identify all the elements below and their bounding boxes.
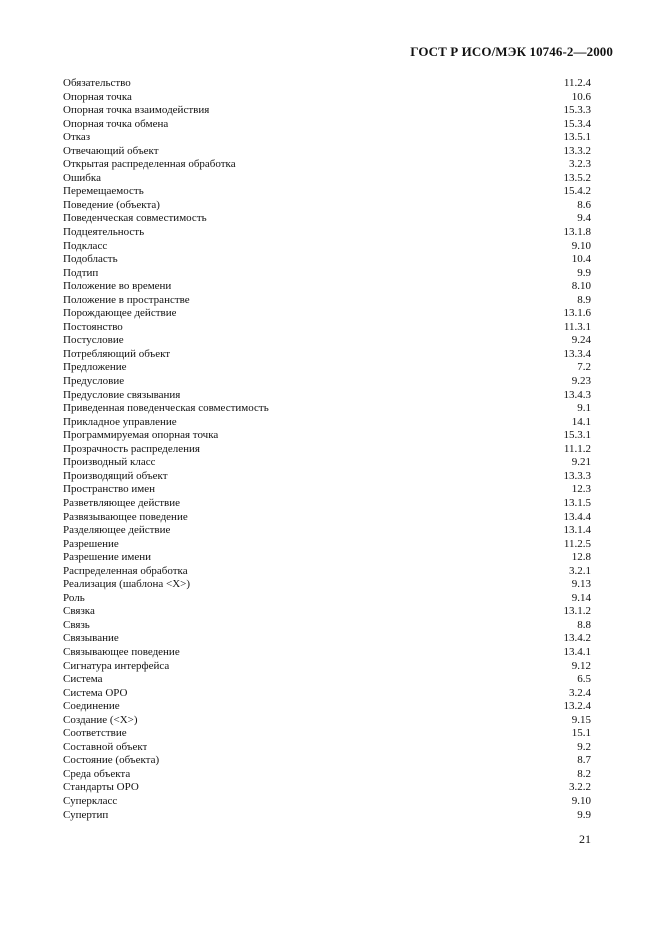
- index-reference: 9.23: [571, 375, 591, 388]
- index-reference: 13.2.4: [563, 700, 591, 713]
- index-entry: [63, 172, 591, 186]
- index-reference: 9.2: [577, 740, 591, 753]
- index-list: [63, 77, 591, 822]
- index-reference: 7.2: [577, 361, 591, 374]
- page-number: 21: [579, 832, 591, 846]
- index-entry: [63, 348, 591, 362]
- index-reference: 11.2.4: [563, 77, 591, 89]
- index-reference: 12.3: [571, 483, 591, 496]
- index-entry: [63, 551, 591, 565]
- index-term: Предложение: [63, 361, 127, 374]
- index-term: Постусловие: [63, 334, 124, 347]
- index-term: Производный класс: [63, 456, 156, 469]
- index-entry: [63, 307, 591, 321]
- index-reference: 8.7: [577, 754, 591, 767]
- index-term: Поведенческая совместимость: [63, 212, 207, 225]
- index-term: Предусловие: [63, 375, 125, 388]
- index-entry: [63, 267, 591, 281]
- document-header: ГОСТ Р ИСО/МЭК 10746-2—2000: [410, 44, 613, 59]
- index-reference: 15.3.3: [563, 104, 591, 117]
- index-entry: [63, 443, 591, 457]
- index-entry: [63, 578, 591, 592]
- index-term: Супертип: [63, 808, 109, 821]
- index-reference: 9.9: [577, 266, 591, 279]
- index-entry: [63, 212, 591, 226]
- index-entry: [63, 592, 591, 606]
- index-reference: 11.2.5: [563, 537, 591, 550]
- index-reference: 3.2.4: [569, 686, 591, 699]
- index-term: Положение во времени: [63, 280, 172, 293]
- index-reference: 13.4.4: [563, 510, 591, 523]
- index-term: Предусловие связывания: [63, 388, 181, 401]
- index-reference: 11.3.1: [563, 320, 591, 333]
- index-reference: 9.14: [571, 591, 591, 604]
- index-reference: 15.4.2: [563, 185, 591, 198]
- index-entry: [63, 77, 591, 91]
- index-entry: [63, 389, 591, 403]
- index-term: Соответствие: [63, 727, 127, 740]
- index-reference: 13.1.6: [563, 307, 591, 320]
- index-term: Среда объекта: [63, 767, 131, 780]
- index-term: Отказ: [63, 131, 91, 144]
- index-reference: 15.3.4: [563, 117, 591, 130]
- index-term: Связь: [63, 618, 90, 631]
- index-reference: 13.4.2: [563, 632, 591, 645]
- index-term: Потребляющий объект: [63, 347, 171, 360]
- index-term: Программируемая опорная точка: [63, 429, 219, 442]
- index-entry: [63, 240, 591, 254]
- index-reference: 9.15: [571, 713, 591, 726]
- index-reference: 15.1: [571, 727, 591, 740]
- index-term: Связывание: [63, 632, 119, 645]
- index-term: Создание (<X>): [63, 713, 138, 726]
- index-term: Опорная точка: [63, 90, 132, 103]
- index-term: Сигнатура интерфейса: [63, 659, 170, 672]
- index-reference: 9.9: [577, 808, 591, 821]
- index-entry: [63, 429, 591, 443]
- index-reference: 13.5.1: [563, 131, 591, 144]
- index-reference: 13.3.4: [563, 347, 591, 360]
- index-entry: [63, 118, 591, 132]
- index-reference: 8.2: [577, 767, 591, 780]
- index-entry: [63, 809, 591, 823]
- index-term: Реализация (шаблона <X>): [63, 578, 191, 591]
- index-reference: 13.4.1: [563, 645, 591, 658]
- index-entry: [63, 253, 591, 267]
- index-entry: [63, 687, 591, 701]
- index-term: Стандарты ОРО: [63, 781, 139, 794]
- index-entry: [63, 660, 591, 674]
- index-term: Опорная точка взаимодействия: [63, 104, 210, 117]
- index-term: Подкласс: [63, 239, 108, 252]
- index-entry: [63, 185, 591, 199]
- index-entry: [63, 402, 591, 416]
- index-reference: 13.1.2: [563, 605, 591, 618]
- index-entry: [63, 673, 591, 687]
- index-reference: 8.8: [577, 618, 591, 631]
- index-entry: [63, 700, 591, 714]
- index-entry: [63, 456, 591, 470]
- index-reference: 13.1.4: [563, 524, 591, 537]
- index-entry: [63, 619, 591, 633]
- index-reference: 13.1.8: [563, 226, 591, 239]
- index-reference: 14.1: [571, 415, 591, 428]
- index-entry: [63, 741, 591, 755]
- index-reference: 9.24: [571, 334, 591, 347]
- index-term: Связка: [63, 605, 95, 618]
- index-term: Связывающее поведение: [63, 645, 180, 658]
- index-entry: [63, 91, 591, 105]
- index-term: Порождающее действие: [63, 307, 177, 320]
- index-entry: [63, 416, 591, 430]
- index-reference: 6.5: [577, 673, 591, 686]
- index-entry: [63, 375, 591, 389]
- index-reference: 9.10: [571, 239, 591, 252]
- index-entry: [63, 538, 591, 552]
- index-term: Прикладное управление: [63, 415, 177, 428]
- index-entry: [63, 361, 591, 375]
- index-entry: [63, 768, 591, 782]
- index-reference: 3.2.3: [569, 158, 591, 171]
- index-entry: [63, 646, 591, 660]
- index-term: Разрешение: [63, 537, 119, 550]
- index-term: Система ОРО: [63, 686, 128, 699]
- index-term: Суперкласс: [63, 794, 118, 807]
- index-reference: 13.4.3: [563, 388, 591, 401]
- index-term: Приведенная поведенческая совместимость: [63, 402, 269, 415]
- index-reference: 9.10: [571, 794, 591, 807]
- index-reference: 12.8: [571, 551, 591, 564]
- index-entry: [63, 632, 591, 646]
- index-reference: 13.3.3: [563, 469, 591, 482]
- index-entry: [63, 294, 591, 308]
- index-entry: [63, 158, 591, 172]
- index-entry: [63, 145, 591, 159]
- index-term: Постоянство: [63, 320, 123, 333]
- index-reference: 13.5.2: [563, 171, 591, 184]
- index-term: Разделяющее действие: [63, 524, 171, 537]
- index-entry: [63, 781, 591, 795]
- index-entry: [63, 321, 591, 335]
- index-entry: [63, 754, 591, 768]
- index-term: Составной объект: [63, 740, 148, 753]
- index-reference: 9.1: [577, 402, 591, 415]
- index-entry: [63, 483, 591, 497]
- index-term: Подтип: [63, 266, 99, 279]
- index-entry: [63, 727, 591, 741]
- index-reference: 15.3.1: [563, 429, 591, 442]
- index-term: Перемещаемость: [63, 185, 144, 198]
- index-entry: [63, 131, 591, 145]
- index-reference: 9.12: [571, 659, 591, 672]
- index-term: Поведение (объекта): [63, 198, 160, 211]
- index-term: Разрешение имени: [63, 551, 151, 564]
- index-reference: 10.4: [571, 253, 591, 266]
- index-reference: 10.6: [571, 90, 591, 103]
- index-entry: [63, 565, 591, 579]
- index-reference: 9.21: [571, 456, 591, 469]
- index-reference: 11.1.2: [563, 442, 591, 455]
- index-term: Подобласть: [63, 253, 118, 266]
- index-entry: [63, 280, 591, 294]
- index-entry: [63, 605, 591, 619]
- index-term: Отвечающий объект: [63, 144, 159, 157]
- index-term: Разветвляющее действие: [63, 496, 180, 509]
- index-term: Соединение: [63, 700, 120, 713]
- index-reference: 8.10: [571, 280, 591, 293]
- index-reference: 8.9: [577, 293, 591, 306]
- index-term: Ошибка: [63, 171, 101, 184]
- index-entry: [63, 226, 591, 240]
- index-term: Распределенная обработка: [63, 564, 188, 577]
- index-entry: [63, 104, 591, 118]
- index-term: Обязательство: [63, 77, 131, 89]
- index-reference: 13.1.5: [563, 496, 591, 509]
- index-term: Прозрачность распределения: [63, 442, 200, 455]
- index-reference: 9.13: [571, 578, 591, 591]
- index-term: Открытая распределенная обработка: [63, 158, 236, 171]
- index-term: Состояние (объекта): [63, 754, 160, 767]
- index-term: Подцеятельность: [63, 226, 145, 239]
- index-entry: [63, 199, 591, 213]
- index-reference: 9.4: [577, 212, 591, 225]
- index-entry: [63, 524, 591, 538]
- index-reference: 8.6: [577, 198, 591, 211]
- index-term: Опорная точка обмена: [63, 117, 169, 130]
- index-entry: [63, 511, 591, 525]
- index-reference: 13.3.2: [563, 144, 591, 157]
- index-entry: [63, 714, 591, 728]
- index-term: Пространство имен: [63, 483, 155, 496]
- index-term: Производящий объект: [63, 469, 168, 482]
- index-reference: 3.2.1: [569, 564, 591, 577]
- index-entry: [63, 795, 591, 809]
- index-entry: [63, 334, 591, 348]
- index-term: Система: [63, 673, 103, 686]
- index-entry: [63, 497, 591, 511]
- index-term: Положение в пространстве: [63, 293, 190, 306]
- index-term: Развязывающее поведение: [63, 510, 188, 523]
- index-entry: [63, 470, 591, 484]
- index-term: Роль: [63, 591, 85, 604]
- index-reference: 3.2.2: [569, 781, 591, 794]
